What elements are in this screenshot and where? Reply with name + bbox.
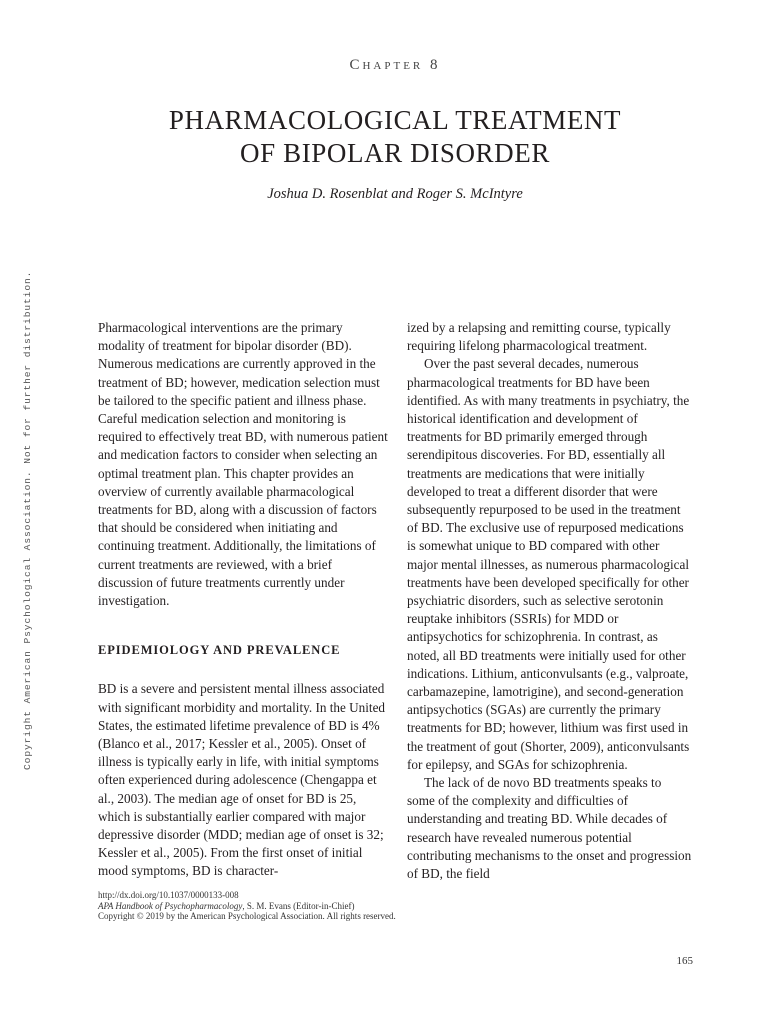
chapter-title [0,104,768,170]
chapter-title-line-1: PHARMACOLOGICAL TREATMENT [168,105,622,135]
footnote [98,890,558,922]
page-number: 165 [676,955,693,967]
right-column [407,319,692,883]
epidemiology-paragraph: BD is a severe and persistent mental illness associated with significant morbidity and mortality. In the United States, the estimated lifetime prevalence of BD is 4% (Blanco et al., 2017; Kessler et al., 2005). Onset of illness is typically early in life, with initial symptoms often experienced during adolescence (Chengappa et al., 2003). The median age of onset for BD is 25, which is substantially earlier compared with major depressive disorder (MDD; median age of onset is 32; Kessler et al., 2005). From the first onset of initial mood symptoms, BD is character- [98,681,386,879]
side-copyright-notice: Copyright American Psychological Association. Not for further distribution. [22,270,33,770]
complexity-paragraph: The lack of de novo BD treatments speaks to some of the complexity and difficulties of understanding and treating BD. While decades of research have revealed numerous potential contributing mechanisms to the onset and progression of BD, the field [407,775,692,882]
continuation-paragraph: ized by a relapsing and remitting course, typically requiring lifelong pharmacological treatment. [407,320,671,354]
left-column [98,319,388,881]
handbook-title: APA Handbook of Psychopharmacology [98,900,243,911]
section-heading: EPIDEMIOLOGY AND PREVALENCE [98,643,341,658]
history-paragraph: Over the past several decades, numerous pharmacological treatments for BD have been identified. As with many treatments in psychiatry, the historical identification and development of treatments for BD primarily emerged through serendipitous discoveries. For BD, essentially all treatments are medications that were initially developed to treat a different disorder that were subsequently repurposed to be used in the treatment of BD. The exclusive use of repurposed medications is somewhat unique to BD compared with other major mental illnesses, as numerous pharmacological treatments have been developed specifically for other psychiatric disorders, such as selective serotonin reuptake inhibitors (SSRIs) for MDD or antipsychotics for schizophrenia. In contrast, as noted, all BD treatments were initially used for other indications. Lithium, anticonvulsants (e.g., valproate, carbamazepine, lamotrigine), and second-generation antipsychotics (SGAs) are currently the primary treatments for BD; however, lithium was first used in the treatment of gout (Shorter, 2009), anticonvulsants for epilepsy, and SGAs for schizophrenia. [407,356,690,772]
handbook-citation [98,901,558,912]
intro-paragraph: Pharmacological interventions are the primary modality of treatment for bipolar disorder (BD). Numerous medications are currently approved in the treatment of BD; however, medication selection must be tailored to the specific patient and illness phase. Careful medication selection and monitoring is required to effectively treat BD, with numerous patient and medication factors to consider when selecting an optimal treatment plan. This chapter provides an overview of currently available pharmacological treatments for BD, along with a discussion of factors that should be considered when initiating and continuing treatment. Additionally, the limitations of current treatments are reviewed, with a brief discussion of future treatments currently under investigation. [98,320,388,609]
handbook-editor: , S. M. Evans (Editor-in-Chief) [242,900,355,911]
chapter-label: Chapter 8 [349,57,441,73]
chapter-title-line-2: OF BIPOLAR DISORDER [240,138,550,168]
chapter-authors: Joshua D. Rosenblat and Roger S. McIntyre [267,186,523,202]
copyright-line: Copyright © 2019 by the American Psychological Association. All rights reserved. [98,911,396,921]
doi-link[interactable]: http://dx.doi.org/10.1037/0000133-008 [98,890,239,900]
